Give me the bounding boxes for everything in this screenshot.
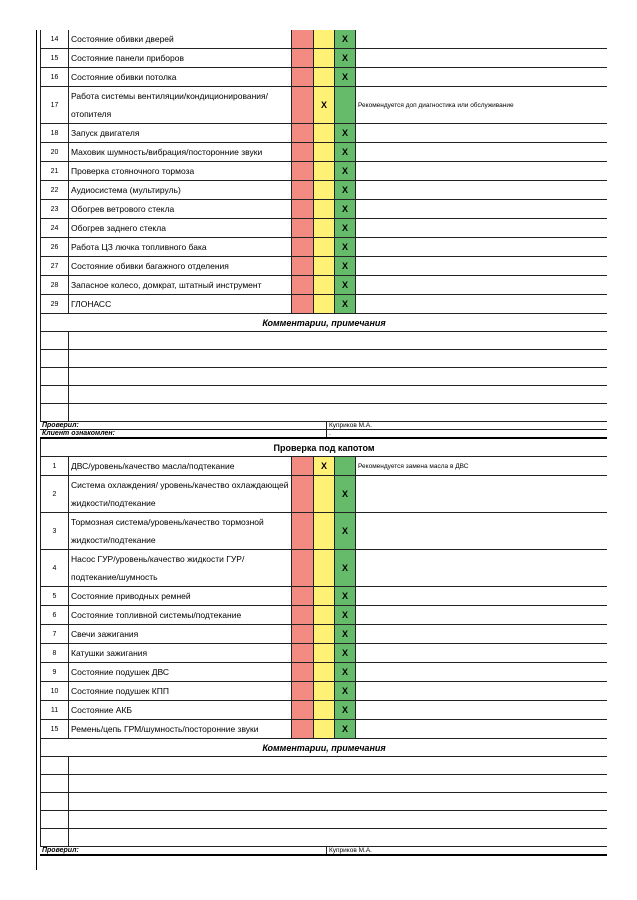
comment-line-field [69,757,607,774]
status-warn-cell: X [314,87,335,123]
status-warn-cell [314,606,335,624]
status-warn-cell [314,181,335,199]
status-bad-cell [292,49,314,67]
section2-comment-lines [40,757,607,847]
item-name: Насос ГУР/уровень/качество жидкости ГУР/ подтекание/шумность [69,550,292,586]
status-warn-cell [314,476,335,512]
status-ok-cell [335,457,356,475]
item-number: 17 [40,87,69,123]
item-number: 15 [40,720,69,738]
item-number: 21 [40,162,69,180]
table-row [40,276,607,295]
item-number: 1 [40,457,69,475]
item-number: 14 [40,30,69,48]
item-number: 2 [40,476,69,512]
item-number: 29 [40,295,69,313]
section2-title: Проверка под капотом [40,439,607,457]
table-row [40,257,607,276]
item-note [356,682,607,700]
status-warn-cell [314,276,335,294]
item-name: Катушки зажигания [69,644,292,662]
status-bad-cell [292,219,314,237]
section1-checked-row [40,422,607,430]
status-ok-cell: X [335,606,356,624]
item-name: Состояние приводных ремней [69,587,292,605]
status-ok-cell: X [335,513,356,549]
table-row [40,219,607,238]
item-number: 24 [40,219,69,237]
table-row [40,68,607,87]
status-ok-cell: X [335,663,356,681]
status-warn-cell [314,550,335,586]
status-bad-cell [292,68,314,86]
status-ok-cell: X [335,682,356,700]
status-warn-cell [314,49,335,67]
status-ok-cell: X [335,68,356,86]
item-name: Состояние обивки дверей [69,30,292,48]
comment-line [40,793,607,811]
comment-line-field [69,793,607,810]
item-note [356,276,607,294]
status-bad-cell [292,476,314,512]
table-row [40,457,607,476]
item-note: Рекомендуется замена масла в ДВС [358,462,469,470]
comment-line [40,757,607,775]
item-note [356,200,607,218]
status-ok-cell: X [335,257,356,275]
item-number: 7 [40,625,69,643]
item-number: 3 [40,513,69,549]
checked-value: Куприков М.А. [329,847,372,854]
item-note [356,644,607,662]
comment-line-margin [40,350,69,367]
inspection-sheet [40,30,607,856]
table-row [40,550,607,587]
status-bad-cell [292,87,314,123]
table-row [40,720,607,739]
comment-line-field [69,404,607,421]
table-row [40,49,607,68]
status-ok-cell: X [335,49,356,67]
status-warn-cell [314,162,335,180]
comment-line [40,829,607,847]
item-name: Тормозная система/уровень/качество тормозной жидкости/подтекание [69,513,292,549]
section1-comment-lines [40,332,607,422]
status-ok-cell: X [335,587,356,605]
table-row [40,587,607,606]
table-row [40,181,607,200]
status-ok-cell: X [335,30,356,48]
item-note [356,587,607,605]
item-number: 16 [40,68,69,86]
status-bad-cell [292,625,314,643]
table-row [40,162,607,181]
status-bad-cell [292,663,314,681]
item-number: 5 [40,587,69,605]
item-note [356,701,607,719]
status-ok-cell: X [335,200,356,218]
item-name: Система охлаждения/ уровень/качество охлаждающей жидкости/подтекание [69,476,292,512]
comment-line-field [69,775,607,792]
table-row [40,87,607,124]
table-row [40,238,607,257]
item-note [356,68,607,86]
item-name: Состояние АКБ [69,701,292,719]
client-value: . [329,430,331,437]
item-note [356,162,607,180]
item-note [356,181,607,199]
item-note [356,219,607,237]
table-row [40,513,607,550]
comment-line-margin [40,793,69,810]
status-ok-cell: X [335,219,356,237]
section1-client-row [40,430,607,439]
status-warn-cell [314,644,335,662]
item-name: Работа системы вентиляции/кондиционирования/ отопителя [69,87,292,123]
item-number: 18 [40,124,69,142]
status-warn-cell: X [314,457,335,475]
status-bad-cell [292,276,314,294]
status-warn-cell [314,257,335,275]
table-row [40,682,607,701]
comment-line-margin [40,775,69,792]
comment-line [40,368,607,386]
item-name: Ремень/цепь ГРМ/шумность/посторонние звуки [69,720,292,738]
item-name: Аудиосистема (мультируль) [69,181,292,199]
status-bad-cell [292,587,314,605]
item-name: Запасное колесо, домкрат, штатный инструмент [69,276,292,294]
item-note [356,143,607,161]
table-row [40,30,607,49]
status-warn-cell [314,663,335,681]
status-bad-cell [292,30,314,48]
item-note [356,238,607,256]
status-bad-cell [292,257,314,275]
comment-line [40,811,607,829]
status-warn-cell [314,30,335,48]
comment-line [40,775,607,793]
item-name: Состояние топливной системы/подтекание [69,606,292,624]
status-ok-cell: X [335,295,356,313]
item-note [356,257,607,275]
item-name: ДВС/уровень/качество масла/подтекание [69,457,292,475]
item-name: Состояние подушек ДВС [69,663,292,681]
status-ok-cell: X [335,625,356,643]
status-warn-cell [314,701,335,719]
section2-checked-row [40,847,607,856]
status-ok-cell: X [335,701,356,719]
status-ok-cell: X [335,720,356,738]
status-ok-cell: X [335,238,356,256]
status-bad-cell [292,238,314,256]
comment-line-margin [40,829,69,846]
checked-label: Проверил: [40,422,327,429]
status-ok-cell: X [335,276,356,294]
status-warn-cell [314,143,335,161]
checked-label: Проверил: [40,847,327,854]
comment-line [40,386,607,404]
status-warn-cell [314,682,335,700]
section2-comments-title: Комментарии, примечания [40,739,607,757]
comment-line-margin [40,368,69,385]
checked-value: Куприков М.А. [329,422,372,429]
item-number: 28 [40,276,69,294]
item-name: Состояние обивки багажного отделения [69,257,292,275]
comment-line [40,350,607,368]
table-row [40,295,607,314]
table-row [40,476,607,513]
status-warn-cell [314,720,335,738]
status-warn-cell [314,587,335,605]
status-ok-cell: X [335,124,356,142]
comment-line-margin [40,332,69,349]
status-bad-cell [292,181,314,199]
comment-line [40,332,607,350]
status-bad-cell [292,295,314,313]
table-row [40,606,607,625]
status-ok-cell: X [335,162,356,180]
table-row [40,644,607,663]
page-left-rule [36,30,37,870]
section2-table [40,457,607,739]
item-name: Работа ЦЗ лючка топливного бака [69,238,292,256]
comment-line-margin [40,757,69,774]
comment-line-field [69,811,607,828]
item-name: Маховик шумность/вибрация/посторонние звуки [69,143,292,161]
item-name: Состояние подушек КПП [69,682,292,700]
status-warn-cell [314,513,335,549]
comment-line-margin [40,386,69,403]
table-row [40,200,607,219]
item-note [356,49,607,67]
status-ok-cell [335,87,356,123]
item-number: 10 [40,682,69,700]
item-name: Состояние обивки потолка [69,68,292,86]
status-bad-cell [292,644,314,662]
item-name: Обогрев заднего стекла [69,219,292,237]
item-note [356,295,607,313]
status-bad-cell [292,200,314,218]
table-row [40,124,607,143]
item-number: 6 [40,606,69,624]
item-name: Проверка стояночного тормоза [69,162,292,180]
status-bad-cell [292,682,314,700]
status-bad-cell [292,701,314,719]
comment-line-field [69,386,607,403]
item-note [356,606,607,624]
item-name: Свечи зажигания [69,625,292,643]
item-note [356,124,607,142]
status-warn-cell [314,200,335,218]
comment-line-margin [40,404,69,421]
status-bad-cell [292,143,314,161]
item-name: Обогрев ветрового стекла [69,200,292,218]
comment-line-margin [40,811,69,828]
status-bad-cell [292,457,314,475]
item-number: 20 [40,143,69,161]
status-warn-cell [314,68,335,86]
item-name: Запуск двигателя [69,124,292,142]
status-bad-cell [292,162,314,180]
table-row [40,143,607,162]
item-name: Состояние панели приборов [69,49,292,67]
item-note [356,720,607,738]
item-number: 15 [40,49,69,67]
item-number: 27 [40,257,69,275]
item-note [356,625,607,643]
status-bad-cell [292,606,314,624]
status-warn-cell [314,295,335,313]
table-row [40,663,607,682]
item-note [356,550,607,586]
item-note [356,513,607,549]
comment-line-field [69,368,607,385]
item-name: ГЛОНАСС [69,295,292,313]
item-note [356,30,607,48]
status-bad-cell [292,550,314,586]
status-warn-cell [314,625,335,643]
item-note: Рекомендуется доп диагностика или обслуживание [358,101,514,109]
status-bad-cell [292,720,314,738]
section1-comments-title: Комментарии, примечания [40,314,607,332]
item-note [356,663,607,681]
comment-line-field [69,350,607,367]
item-number: 22 [40,181,69,199]
comment-line-field [69,332,607,349]
item-number: 4 [40,550,69,586]
item-note [356,476,607,512]
status-ok-cell: X [335,143,356,161]
comment-line-field [69,829,607,846]
status-ok-cell: X [335,550,356,586]
status-ok-cell: X [335,476,356,512]
item-number: 23 [40,200,69,218]
status-warn-cell [314,124,335,142]
comment-line [40,404,607,422]
status-warn-cell [314,238,335,256]
section1-table [40,30,607,314]
item-number: 9 [40,663,69,681]
item-number: 11 [40,701,69,719]
status-bad-cell [292,513,314,549]
item-number: 8 [40,644,69,662]
item-number: 26 [40,238,69,256]
status-ok-cell: X [335,644,356,662]
client-label: Клиент ознакомлен: [40,430,327,437]
status-ok-cell: X [335,181,356,199]
status-warn-cell [314,219,335,237]
table-row [40,701,607,720]
table-row [40,625,607,644]
status-bad-cell [292,124,314,142]
